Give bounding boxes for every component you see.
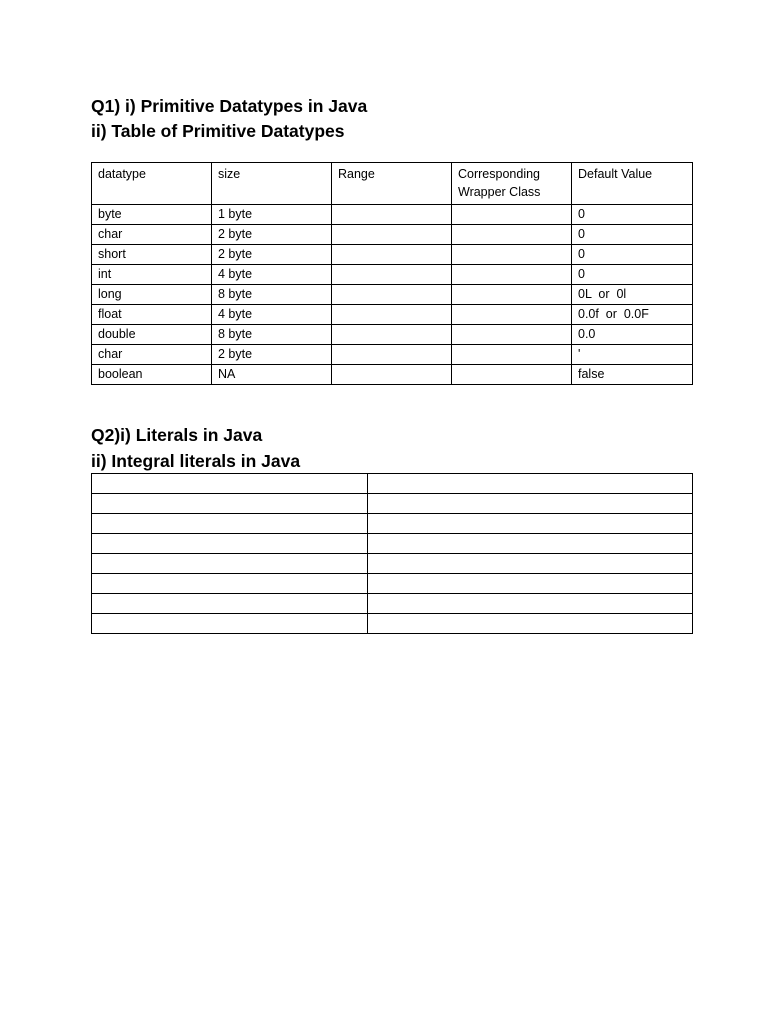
cell-range <box>332 365 452 385</box>
header-cell-range: Range <box>332 163 452 205</box>
cell-datatype: char <box>92 225 212 245</box>
table-row <box>92 305 693 325</box>
cell-datatype: double <box>92 325 212 345</box>
table-cell <box>92 534 368 554</box>
cell-default-value: 0.0f or 0.0F <box>572 305 693 325</box>
table-row <box>92 574 693 594</box>
table-cell <box>368 494 693 514</box>
table-cell <box>368 474 693 494</box>
q1-heading-line2: ii) Table of Primitive Datatypes <box>91 121 345 141</box>
q2-heading-line1: Q2)i) Literals in Java <box>91 425 263 445</box>
header-cell-datatype: datatype <box>92 163 212 205</box>
cell-datatype: boolean <box>92 365 212 385</box>
table-cell <box>368 554 693 574</box>
table-cell <box>368 514 693 534</box>
cell-range <box>332 245 452 265</box>
table-row <box>92 494 693 514</box>
header-cell-default-value: Default Value <box>572 163 693 205</box>
cell-size: 8 byte <box>212 325 332 345</box>
cell-range <box>332 225 452 245</box>
cell-range <box>332 285 452 305</box>
integral-literals-table <box>91 473 693 634</box>
cell-datatype: long <box>92 285 212 305</box>
cell-datatype: int <box>92 265 212 285</box>
cell-wrapper-class <box>452 365 572 385</box>
table-row <box>92 265 693 285</box>
table-cell <box>368 574 693 594</box>
cell-datatype: char <box>92 345 212 365</box>
primitive-datatypes-table <box>91 162 693 385</box>
cell-default-value: 0 <box>572 225 693 245</box>
cell-range <box>332 205 452 225</box>
cell-default-value: 0.0 <box>572 325 693 345</box>
cell-range <box>332 325 452 345</box>
cell-wrapper-class <box>452 285 572 305</box>
cell-default-value: 0 <box>572 205 693 225</box>
cell-range <box>332 265 452 285</box>
q1-heading-line1: Q1) i) Primitive Datatypes in Java <box>91 96 368 116</box>
cell-wrapper-class <box>452 205 572 225</box>
cell-range <box>332 345 452 365</box>
table-cell <box>368 534 693 554</box>
cell-default-value: 0 <box>572 265 693 285</box>
table-cell <box>368 614 693 634</box>
q2-heading-line2: ii) Integral literals in Java <box>91 451 301 471</box>
table-row <box>92 365 693 385</box>
table-row <box>92 614 693 634</box>
header-cell-size: size <box>212 163 332 205</box>
table-cell <box>92 494 368 514</box>
table-row <box>92 225 693 245</box>
table-cell <box>92 474 368 494</box>
cell-wrapper-class <box>452 245 572 265</box>
cell-datatype: byte <box>92 205 212 225</box>
cell-wrapper-class <box>452 325 572 345</box>
header-cell-wrapper-class: Corresponding Wrapper Class <box>452 163 572 205</box>
cell-range <box>332 305 452 325</box>
table-cell <box>92 514 368 534</box>
cell-default-value: ' <box>572 345 693 365</box>
cell-datatype: short <box>92 245 212 265</box>
cell-size: 4 byte <box>212 265 332 285</box>
table-row <box>92 514 693 534</box>
cell-size: 4 byte <box>212 305 332 325</box>
cell-size: 8 byte <box>212 285 332 305</box>
cell-size: 2 byte <box>212 245 332 265</box>
cell-size: 2 byte <box>212 225 332 245</box>
cell-wrapper-class <box>452 345 572 365</box>
table-row <box>92 345 693 365</box>
table-row <box>92 474 693 494</box>
table-row <box>92 325 693 345</box>
cell-default-value: 0L or 0l <box>572 285 693 305</box>
table-row <box>92 554 693 574</box>
table-cell <box>92 554 368 574</box>
cell-wrapper-class <box>452 265 572 285</box>
table-cell <box>92 574 368 594</box>
table-header-row <box>92 163 693 205</box>
cell-size: 2 byte <box>212 345 332 365</box>
cell-size: NA <box>212 365 332 385</box>
cell-datatype: float <box>92 305 212 325</box>
table-row <box>92 205 693 225</box>
table-row <box>92 285 693 305</box>
cell-wrapper-class <box>452 305 572 325</box>
cell-wrapper-class <box>452 225 572 245</box>
cell-default-value: 0 <box>572 245 693 265</box>
table-cell <box>92 594 368 614</box>
table-cell <box>368 594 693 614</box>
cell-default-value: false <box>572 365 693 385</box>
cell-size: 1 byte <box>212 205 332 225</box>
table-row <box>92 245 693 265</box>
table-row <box>92 594 693 614</box>
table-row <box>92 534 693 554</box>
table-cell <box>92 614 368 634</box>
